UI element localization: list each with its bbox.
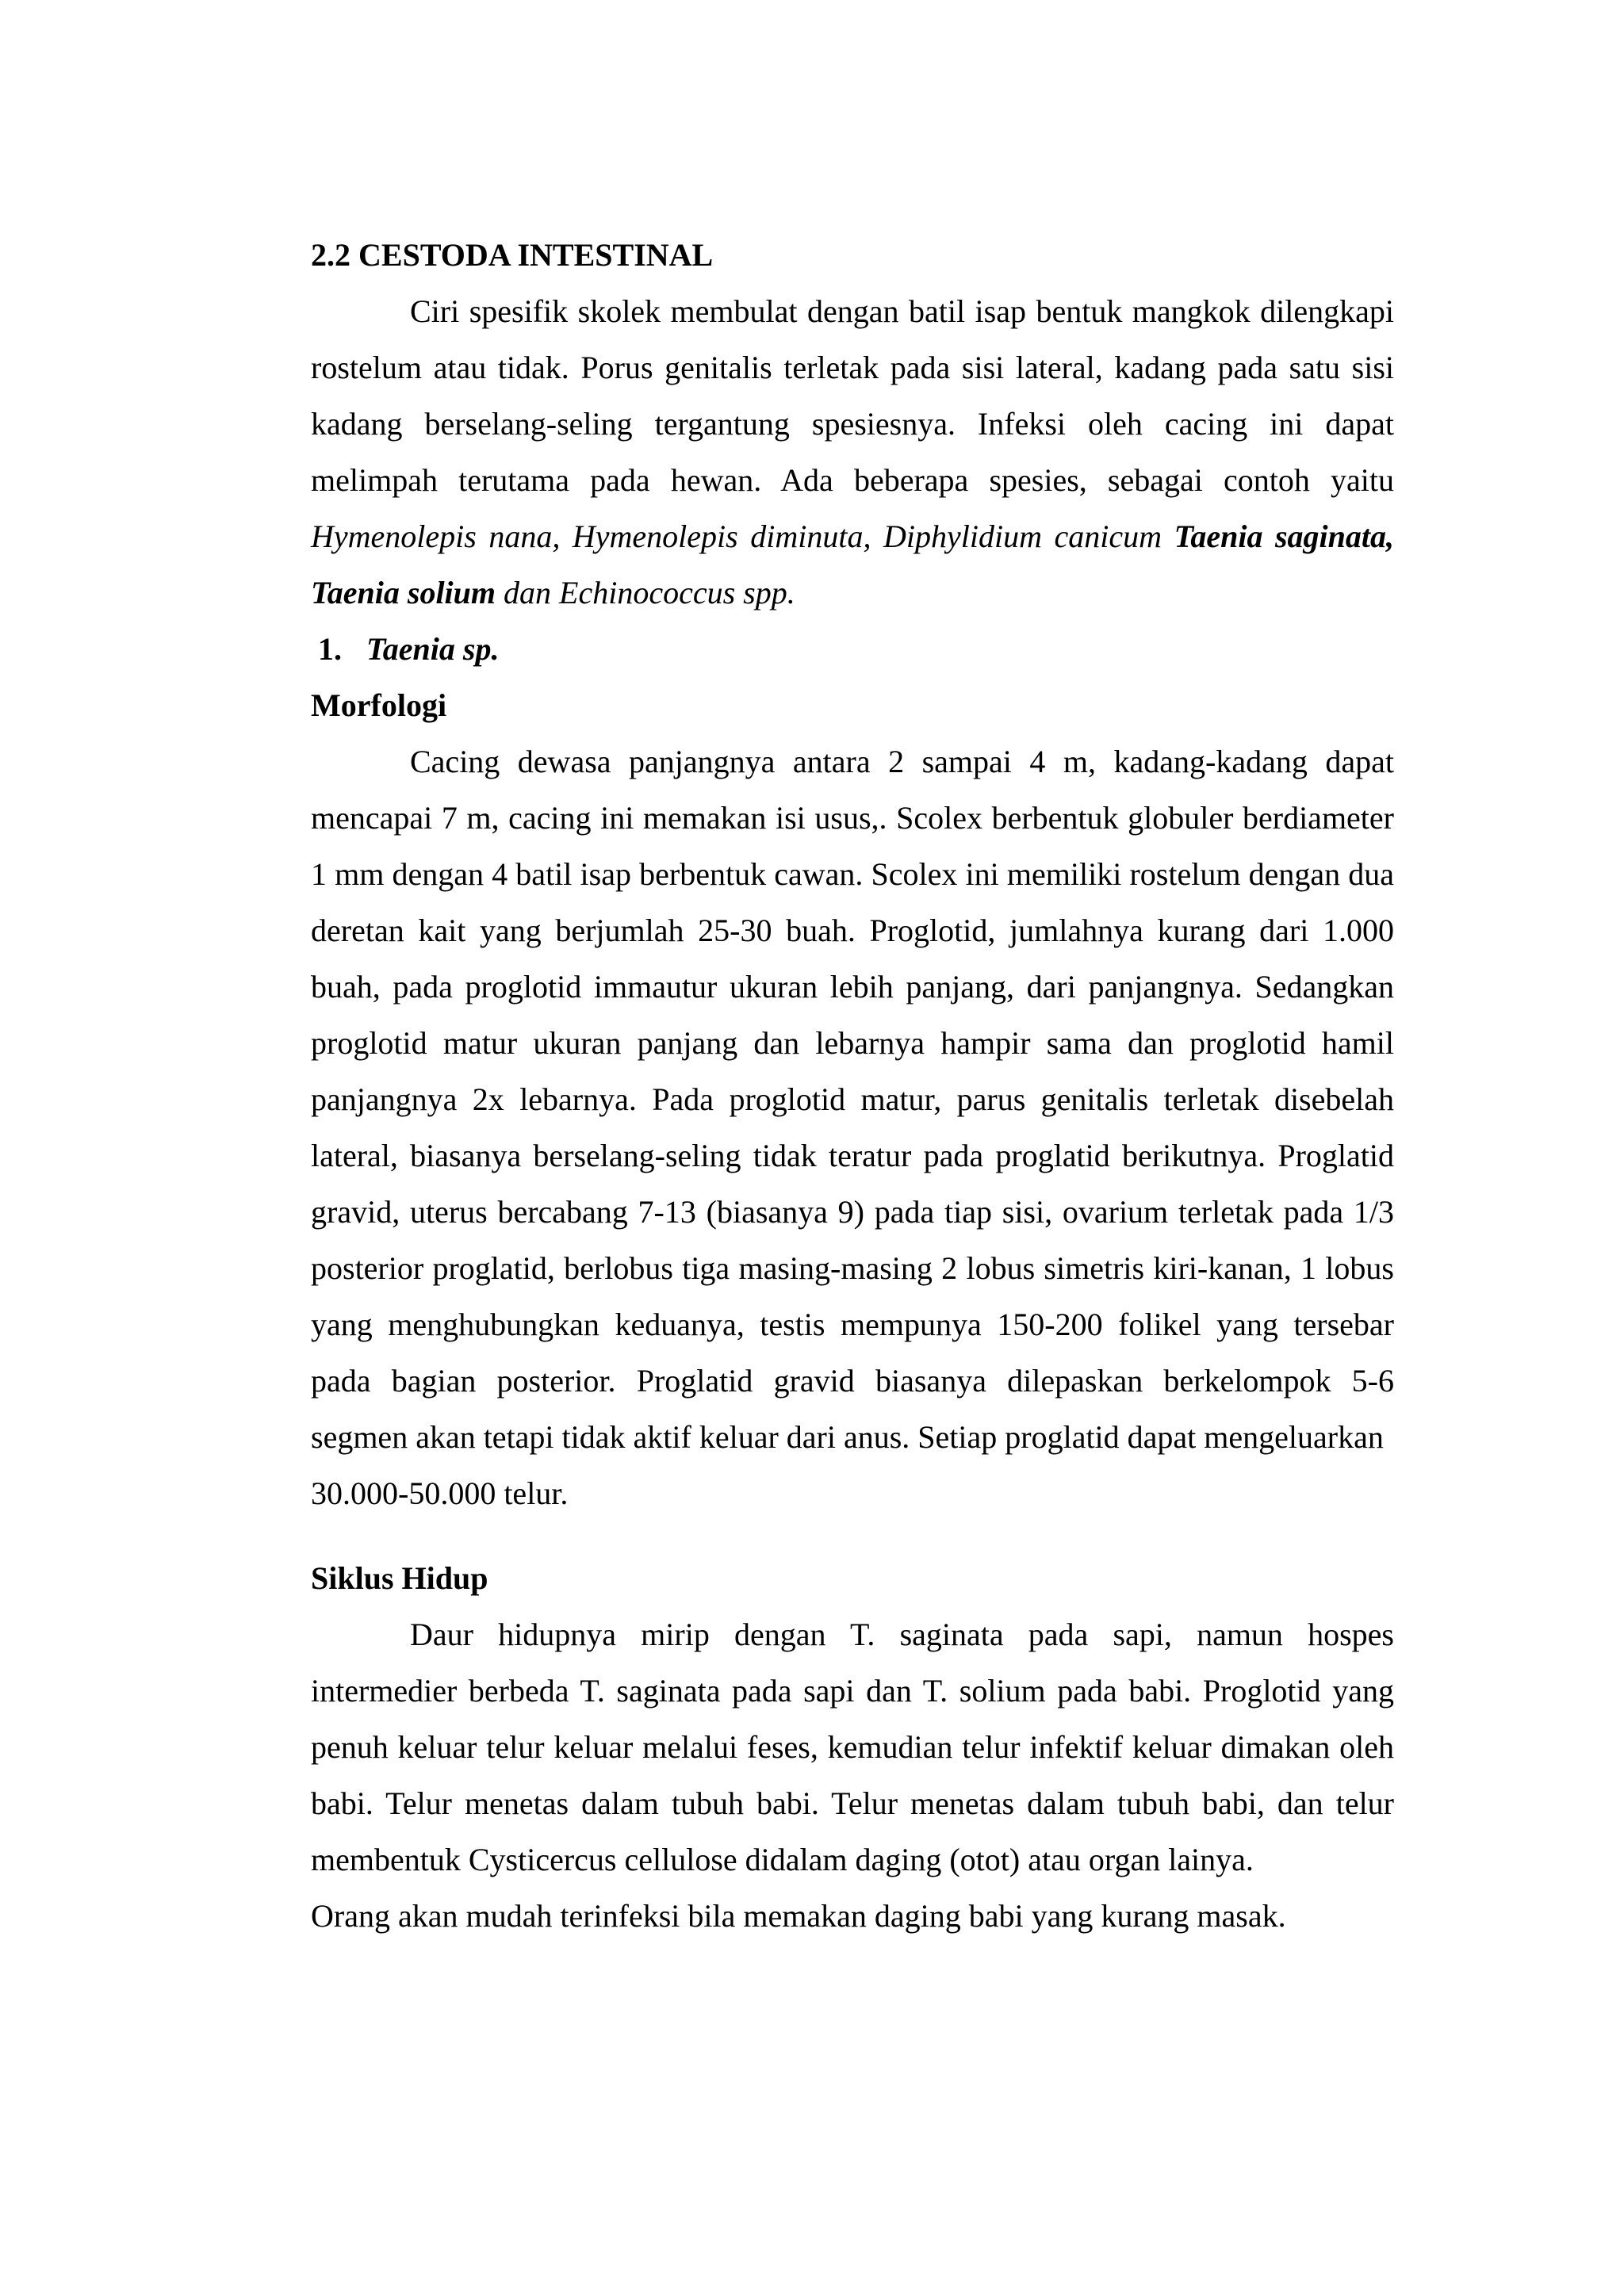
list-title: Taenia sp. xyxy=(366,631,500,667)
intro-text: Ciri spesifik skolek membulat dengan batil isap bentuk mangkok dilengkapi rostelum atau tidak. Porus genitalis terletak pada sisi lateral, kadang pada satu sisi kadang berselang-seling tergantung spesiesnya. Infeksi oleh cacing ini dapat melimpah terutama pada hewan. Ada beberapa spesies, sebagai contoh yaitu xyxy=(311,293,1394,498)
section-title: 2.2 CESTODA INTESTINAL xyxy=(311,237,714,273)
siklus-last-line: Orang akan mudah terinfeksi bila memakan daging babi yang kurang masak. xyxy=(311,1898,1286,1934)
intro-paragraph xyxy=(311,283,1394,621)
siklus-heading: Siklus Hidup xyxy=(311,1560,488,1596)
paragraph-gap xyxy=(311,1521,1394,1550)
species-bold-italic: Taenia saginata, Taenia solium xyxy=(311,519,1395,610)
morfologi-last-line: 30.000-50.000 telur. xyxy=(311,1475,569,1511)
morfologi-heading: Morfologi xyxy=(311,687,447,723)
list-item-taenia xyxy=(311,621,1394,677)
species-italic-end: dan Echinococcus spp. xyxy=(504,575,795,610)
species-italic: Hymenolepis nana, Hymenolepis diminuta, Diphylidium canicum xyxy=(311,519,1162,554)
list-number: 1. xyxy=(318,631,342,667)
siklus-paragraph: Daur hidupnya mirip dengan T. saginata pada sapi, namun hospes intermedier berbeda T. saginata pada sapi dan T. solium pada babi. Proglotid yang penuh keluar telur keluar melalui feses, kemudian telur infektif keluar dimakan oleh babi. Telur menetas dalam tubuh babi. Telur menetas dalam tubuh babi, dan telur membentuk Cysticercus cellulose didalam daging (otot) atau organ lainya. xyxy=(311,1617,1394,1877)
page-content xyxy=(311,227,1394,1944)
morfologi-paragraph: Cacing dewasa panjangnya antara 2 sampai 4 m, kadang-kadang dapat mencapai 7 m, cacing ini memakan isi usus,. Scolex berbentuk globuler berdiameter 1 mm dengan 4 batil isap berbentuk cawan. Scolex ini memiliki rostelum dengan dua deretan kait yang berjumlah 25-30 buah. Proglotid, jumlahnya kurang dari 1.000 buah, pada proglotid immautur ukuran lebih panjang, dari panjangnya. Sedangkan proglotid matur ukuran panjang dan lebarnya hampir sama dan proglotid hamil panjangnya 2x lebarnya. Pada proglotid matur, parus genitalis terletak disebelah lateral, biasanya berselang-seling tidak teratur pada proglatid berikutnya. Proglatid gravid, uterus bercabang 7-13 (biasanya 9) pada tiap sisi, ovarium terletak pada 1/3 posterior proglatid, berlobus tiga masing-masing 2 lobus simetris kiri-kanan, 1 lobus yang menghubungkan keduanya, testis mempunya 150-200 folikel yang tersebar pada bagian posterior. Proglatid gravid biasanya dilepaskan berkelompok 5-6 segmen akan tetapi tidak aktif keluar dari anus. Setiap proglatid dapat mengeluarkan xyxy=(311,744,1394,1455)
